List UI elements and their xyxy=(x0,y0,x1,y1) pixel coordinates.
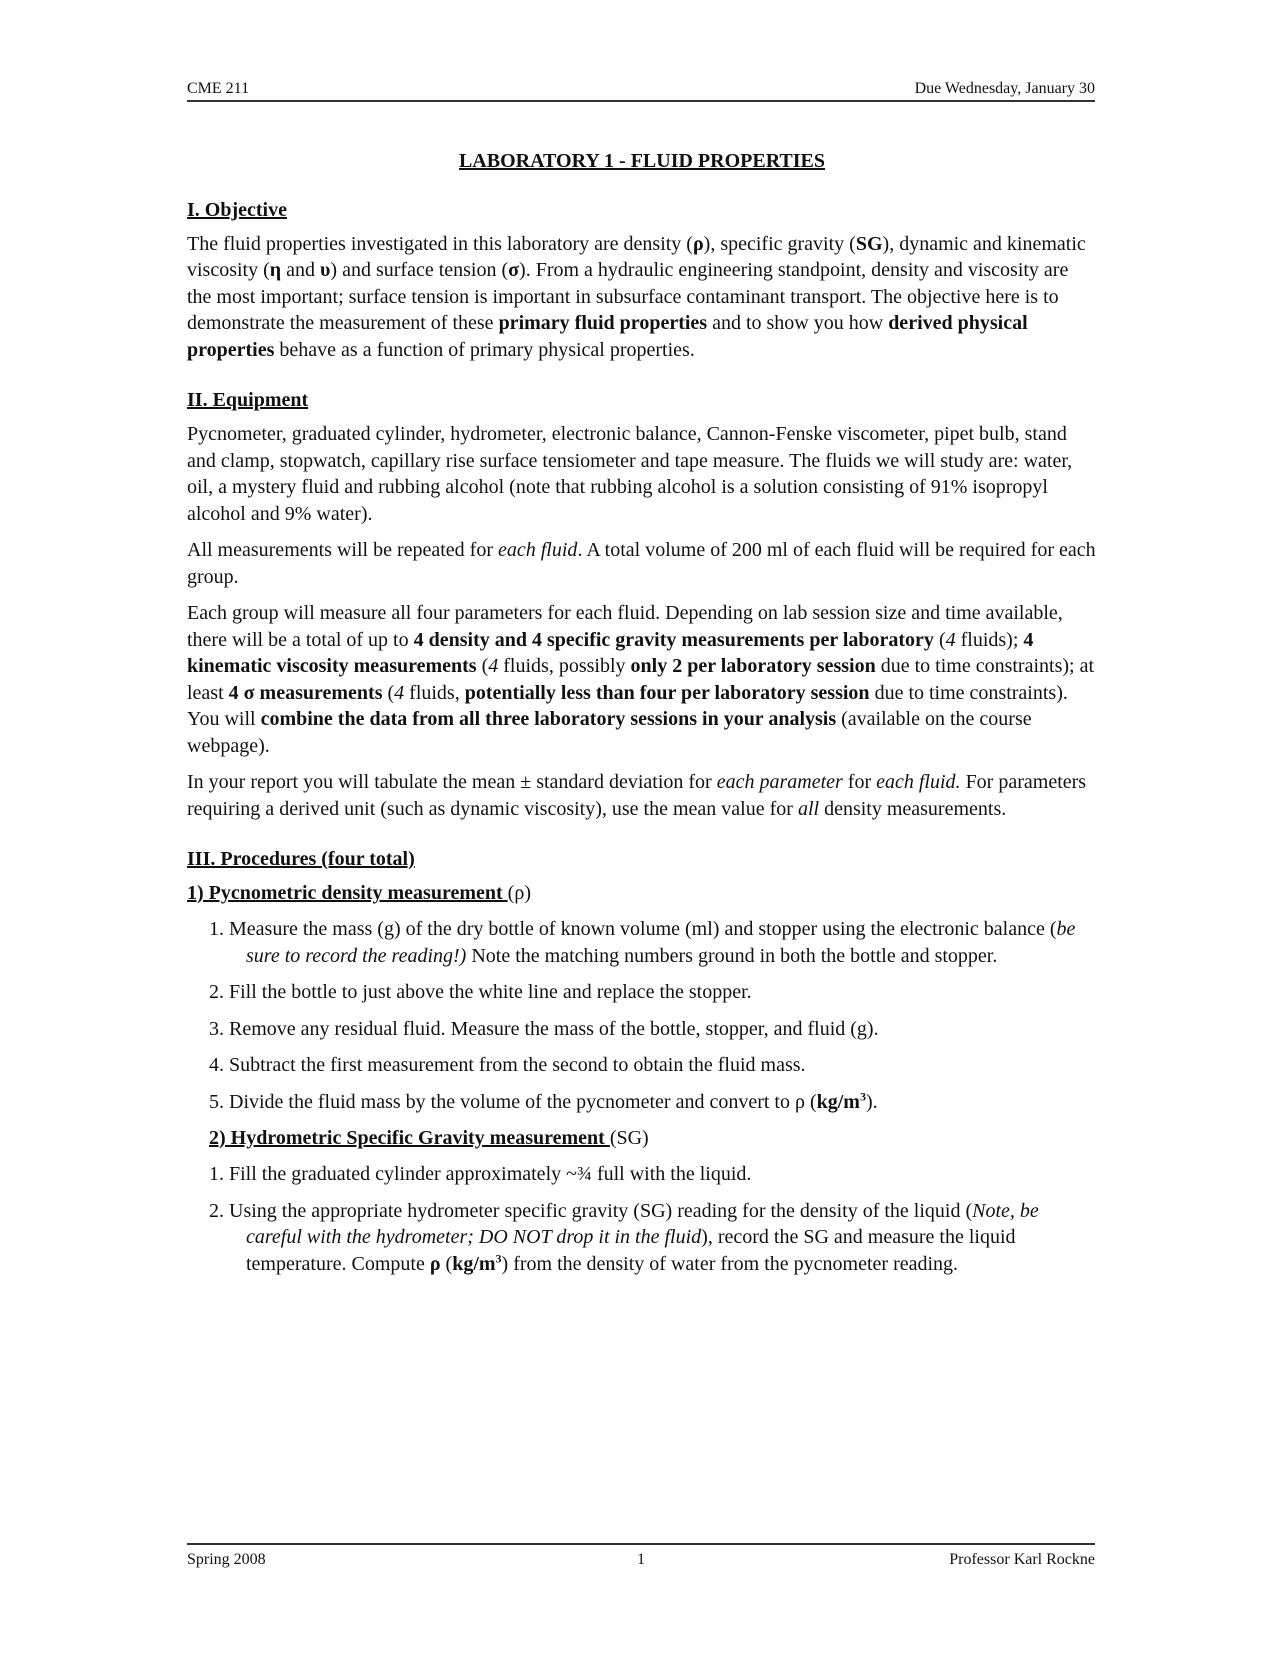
list-item: 5. Divide the fluid mass by the volume of the pycnometer and convert to ρ $(kg/m^3)$. xyxy=(209,1088,878,1113)
document-title: LABORATORY 1 - FLUID PROPERTIES xyxy=(458,150,826,172)
list-item: 4. Subtract the first measurement from the second to obtain the fluid mass. xyxy=(209,1054,806,1076)
page-number: 1 xyxy=(637,1551,645,1568)
page-footer xyxy=(187,1543,1095,1581)
page-header xyxy=(187,72,1095,102)
objective-heading: I. Objective xyxy=(187,198,287,221)
list-item: 1. Fill the graduated cylinder approximately ~¾ full with the liquid. xyxy=(209,1163,752,1185)
list-item: 3. Remove any residual fluid. Measure the mass of the bottle, stopper, and fluid (g). xyxy=(209,1017,879,1040)
list-item: 1. Measure the mass (g) of the dry bottle of known volume (ml) and stopper using the electronic balance (be sure to record the reading!) Note the matching numbers ground in both the bottle and stopper. xyxy=(209,918,1076,967)
report-paragraph: In your report you will tabulate the mean ± standard deviation for each parameter for each fluid. For parameters requiring a derived unit (such as dynamic viscosity), use the mean value for all density measurements. xyxy=(187,771,1087,820)
objective-paragraph: The fluid properties investigated in this laboratory are density (ρ), specific gravity (SG), dynamic and kinematic viscosity (η and υ) and surface tension (σ). From a hydraulic engineering standpoint, density and viscosity are the most important; surface tension is important in subsurface contaminant transport. The objective here is to demonstrate the measurement of these primary fluid properties and to show you how derived physical properties behave as a function of primary physical properties. xyxy=(187,232,1086,361)
professor-name: Professor Karl Rockne xyxy=(949,1551,1095,1568)
hydrometric-steps xyxy=(187,1161,1097,1277)
measurement-count-paragraph: Each group will measure all four parameters for each fluid. Depending on lab session size and time available, there will be a total of up to 4 density and 4 specific gravity measurements per laboratory (4 fluids); 4 kinematic viscosity measurements (4 fluids, possibly only 2 per laboratory session due to time constraints); at least 4 σ measurements (4 fluids, potentially less than four per laboratory session due to time constraints). You will combine the data from all three laboratory sessions in your analysis (available on the course webpage). xyxy=(187,602,1094,757)
equipment-list-paragraph: Pycnometer, graduated cylinder, hydrometer, electronic balance, Cannon-Fenske viscometer, pipet bulb, stand and clamp, stopwatch, capillary rise surface tensiometer and tape measure. The fluids we will study are: water, oil, a mystery fluid and rubbing alcohol (note that rubbing alcohol is a solution consisting of 91% isopropyl alcohol and 9% water). xyxy=(187,423,1073,525)
pycnometric-heading: 1) Pycnometric density measurement (ρ) xyxy=(187,882,531,904)
procedures-heading: III. Procedures (four total) xyxy=(187,848,415,870)
page-content xyxy=(187,148,1097,1287)
due-date: Due Wednesday, January 30 xyxy=(914,80,1095,97)
pycnometric-steps xyxy=(187,916,1097,1115)
course-code: CME 211 xyxy=(187,80,250,97)
list-item: 2. Using the appropriate hydrometer specific gravity (SG) reading for the density of the liquid (Note, be careful with the hydrometer; DO NOT drop it in the fluid), record the SG and measure the liquid temperature. Compute ρ $(kg/m^3)$ from the density of water from the pycnometer reading. xyxy=(209,1199,1039,1275)
equipment-heading: II. Equipment xyxy=(187,389,309,411)
repeat-measurements-paragraph: All measurements will be repeated for each fluid. A total volume of 200 ml of each fluid will be required for each group. xyxy=(187,539,1096,588)
hydrometric-heading: 2) Hydrometric Specific Gravity measurement (SG) xyxy=(209,1127,649,1149)
list-item: 2. Fill the bottle to just above the white line and replace the stopper. xyxy=(209,981,752,1003)
semester: Spring 2008 xyxy=(187,1551,266,1568)
